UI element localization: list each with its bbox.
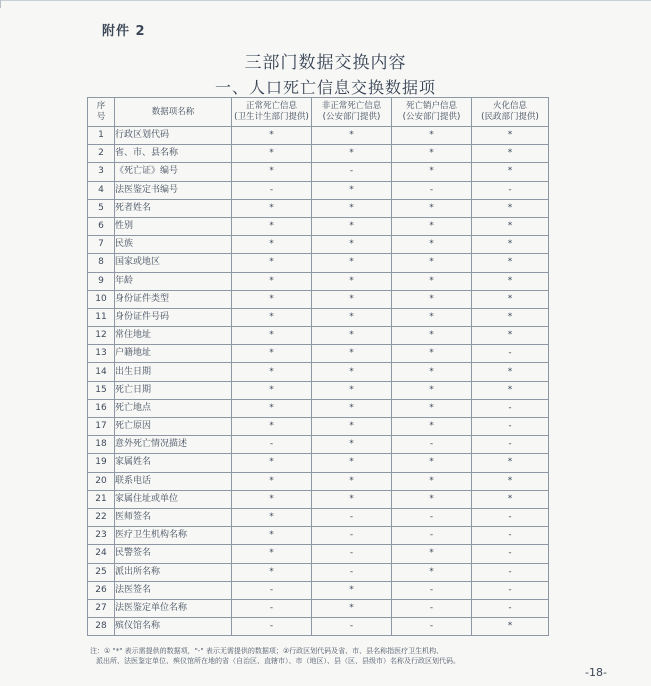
cremation-mark: - (472, 508, 549, 526)
table-row (88, 418, 549, 436)
abnormal-death-mark: * (312, 327, 392, 345)
item-name: 行政区划代码 (115, 127, 232, 145)
header-normal-death-title: 正常死亡信息 (245, 101, 297, 111)
normal-death-mark: * (232, 145, 312, 163)
normal-death-mark: - (232, 618, 312, 636)
row-number: 9 (88, 272, 115, 290)
header-abnormal-death (312, 98, 392, 127)
abnormal-death-mark: - (312, 545, 392, 563)
table-body (88, 127, 549, 636)
cremation-mark: * (472, 290, 549, 308)
header-normal-death (232, 98, 312, 127)
abnormal-death-mark: * (312, 236, 392, 254)
header-normal-death-source: (卫生计生部门提供) (234, 112, 309, 122)
abnormal-death-mark: - (312, 527, 392, 545)
cremation-mark: * (472, 381, 549, 399)
item-name: 意外死亡情况描述 (115, 436, 232, 454)
item-name: 身份证件号码 (115, 308, 232, 326)
item-name: 法医签名 (115, 581, 232, 599)
cremation-mark: - (472, 418, 549, 436)
deregistration-mark: * (392, 217, 472, 235)
cremation-mark: - (472, 436, 549, 454)
item-name: 殡仪馆名称 (115, 618, 232, 636)
data-exchange-table (87, 97, 549, 636)
cremation-mark: * (472, 490, 549, 508)
normal-death-mark: - (232, 599, 312, 617)
header-deregistration (392, 98, 472, 127)
deregistration-mark: * (392, 127, 472, 145)
row-number: 7 (88, 236, 115, 254)
header-cremation-source: (民政部门提供) (481, 112, 539, 122)
abnormal-death-mark: * (312, 127, 392, 145)
row-number: 21 (88, 490, 115, 508)
cremation-mark: * (472, 327, 549, 345)
cremation-mark: * (472, 217, 549, 235)
table-row (88, 545, 549, 563)
abnormal-death-mark: - (312, 508, 392, 526)
abnormal-death-mark: - (312, 618, 392, 636)
table-row (88, 236, 549, 254)
top-rule (0, 0, 651, 1)
normal-death-mark: - (232, 436, 312, 454)
table-row (88, 454, 549, 472)
row-number: 28 (88, 618, 115, 636)
row-number: 15 (88, 381, 115, 399)
item-name: 医师签名 (115, 508, 232, 526)
normal-death-mark: * (232, 490, 312, 508)
header-abnormal-death-title: 非正常死亡信息 (321, 101, 382, 111)
normal-death-mark: * (232, 236, 312, 254)
cremation-mark: - (472, 599, 549, 617)
item-name: 户籍地址 (115, 345, 232, 363)
normal-death-mark: * (232, 363, 312, 381)
table-row (88, 381, 549, 399)
cremation-mark: - (472, 399, 549, 417)
table-row (88, 345, 549, 363)
deregistration-mark: * (392, 454, 472, 472)
abnormal-death-mark: * (312, 254, 392, 272)
abnormal-death-mark: * (312, 181, 392, 199)
cremation-mark: * (472, 454, 549, 472)
abnormal-death-mark: * (312, 418, 392, 436)
deregistration-mark: * (392, 236, 472, 254)
item-name: 出生日期 (115, 363, 232, 381)
deregistration-mark: * (392, 363, 472, 381)
deregistration-mark: * (392, 272, 472, 290)
item-name: 派出所名称 (115, 563, 232, 581)
normal-death-mark: * (232, 563, 312, 581)
deregistration-mark: * (392, 163, 472, 181)
cremation-mark: * (472, 272, 549, 290)
deregistration-mark: * (392, 472, 472, 490)
abnormal-death-mark: * (312, 363, 392, 381)
deregistration-mark: * (392, 381, 472, 399)
normal-death-mark: * (232, 345, 312, 363)
row-number: 8 (88, 254, 115, 272)
item-name: 死亡日期 (115, 381, 232, 399)
deregistration-mark: * (392, 418, 472, 436)
normal-death-mark: * (232, 272, 312, 290)
document-title: 三部门数据交换内容 (244, 53, 407, 73)
table-row (88, 181, 549, 199)
item-name: 联系电话 (115, 472, 232, 490)
cremation-mark: * (472, 163, 549, 181)
normal-death-mark: * (232, 527, 312, 545)
normal-death-mark: * (232, 472, 312, 490)
abnormal-death-mark: * (312, 581, 392, 599)
cremation-mark: * (472, 254, 549, 272)
item-name: 死者姓名 (115, 199, 232, 217)
row-number: 24 (88, 545, 115, 563)
deregistration-mark: - (392, 436, 472, 454)
deregistration-mark: * (392, 254, 472, 272)
row-number: 12 (88, 327, 115, 345)
item-name: 死亡地点 (115, 399, 232, 417)
deregistration-mark: * (392, 145, 472, 163)
row-number: 5 (88, 199, 115, 217)
table-header-row (88, 98, 549, 127)
cremation-mark: - (472, 345, 549, 363)
cremation-mark: * (472, 199, 549, 217)
normal-death-mark: * (232, 381, 312, 399)
row-number: 23 (88, 527, 115, 545)
table-row (88, 127, 549, 145)
row-number: 16 (88, 399, 115, 417)
row-number: 4 (88, 181, 115, 199)
abnormal-death-mark: * (312, 217, 392, 235)
deregistration-mark: - (392, 618, 472, 636)
row-number: 1 (88, 127, 115, 145)
row-number: 11 (88, 308, 115, 326)
item-name: 省、市、县名称 (115, 145, 232, 163)
table-row (88, 618, 549, 636)
table-row (88, 490, 549, 508)
abnormal-death-mark: * (312, 472, 392, 490)
normal-death-mark: * (232, 254, 312, 272)
table-row (88, 399, 549, 417)
item-name: 常住地址 (115, 327, 232, 345)
table-row (88, 581, 549, 599)
deregistration-mark: * (392, 327, 472, 345)
header-abnormal-death-source: (公安部门提供) (322, 112, 381, 122)
deregistration-mark: - (392, 508, 472, 526)
item-name: 法医鉴定书编号 (115, 181, 232, 199)
item-name: 死亡原因 (115, 418, 232, 436)
abnormal-death-mark: * (312, 399, 392, 417)
abnormal-death-mark: * (312, 308, 392, 326)
item-name: 家属住址或单位 (115, 490, 232, 508)
normal-death-mark: * (232, 508, 312, 526)
header-item-name: 数据项名称 (115, 98, 232, 127)
table-row (88, 163, 549, 181)
abnormal-death-mark: * (312, 272, 392, 290)
item-name: 国家或地区 (115, 254, 232, 272)
row-number: 22 (88, 508, 115, 526)
header-cremation-title: 火化信息 (492, 101, 527, 111)
normal-death-mark: * (232, 418, 312, 436)
item-name: 民警签名 (115, 545, 232, 563)
row-number: 26 (88, 581, 115, 599)
table-row (88, 308, 549, 326)
item-name: 年龄 (115, 272, 232, 290)
deregistration-mark: * (392, 545, 472, 563)
cremation-mark: - (472, 181, 549, 199)
deregistration-mark: - (392, 599, 472, 617)
normal-death-mark: * (232, 217, 312, 235)
item-name: 家属姓名 (115, 454, 232, 472)
table-row (88, 508, 549, 526)
item-name: 医疗卫生机构名称 (115, 527, 232, 545)
row-number: 19 (88, 454, 115, 472)
deregistration-mark: - (392, 181, 472, 199)
table-row (88, 217, 549, 235)
cremation-mark: - (472, 563, 549, 581)
abnormal-death-mark: * (312, 490, 392, 508)
item-name: 身份证件类型 (115, 290, 232, 308)
table-row (88, 254, 549, 272)
cremation-mark: * (472, 472, 549, 490)
cremation-mark: * (472, 308, 549, 326)
abnormal-death-mark: * (312, 345, 392, 363)
deregistration-mark: * (392, 345, 472, 363)
normal-death-mark: - (232, 181, 312, 199)
abnormal-death-mark: * (312, 145, 392, 163)
footnote-line-2: 派出所、法医鉴定单位、殡仪馆所在地的省（自治区、直辖市）、市（地区）、县（区、县级市）名称及行政区划代码。 (96, 657, 460, 665)
abnormal-death-mark: * (312, 381, 392, 399)
abnormal-death-mark: * (312, 199, 392, 217)
abnormal-death-mark: - (312, 163, 392, 181)
deregistration-mark: * (392, 563, 472, 581)
item-name: 民族 (115, 236, 232, 254)
table-row (88, 436, 549, 454)
table-row (88, 563, 549, 581)
normal-death-mark: * (232, 545, 312, 563)
corner-mark (0, 0, 9, 8)
abnormal-death-mark: * (312, 436, 392, 454)
cremation-mark: * (472, 618, 549, 636)
cremation-mark: - (472, 527, 549, 545)
normal-death-mark: * (232, 199, 312, 217)
row-number: 27 (88, 599, 115, 617)
item-name: 法医鉴定单位名称 (115, 599, 232, 617)
deregistration-mark: * (392, 490, 472, 508)
row-number: 10 (88, 290, 115, 308)
deregistration-mark: * (392, 290, 472, 308)
table-row (88, 327, 549, 345)
header-cremation (472, 98, 549, 127)
deregistration-mark: - (392, 527, 472, 545)
attachment-label: 附件 2 (102, 24, 146, 39)
page-number: -18- (585, 666, 607, 679)
header-deregistration-title: 死亡销户信息 (405, 101, 457, 111)
deregistration-mark: - (392, 581, 472, 599)
deregistration-mark: * (392, 308, 472, 326)
row-number: 17 (88, 418, 115, 436)
normal-death-mark: * (232, 163, 312, 181)
normal-death-mark: * (232, 290, 312, 308)
abnormal-death-mark: * (312, 599, 392, 617)
footnote-line-1: 注：① "*" 表示需提供的数据项，"-" 表示无需提供的数据项；②行政区划代码及省、市、县名称指医疗卫生机构、 (90, 647, 444, 655)
normal-death-mark: * (232, 399, 312, 417)
normal-death-mark: - (232, 581, 312, 599)
table-row (88, 199, 549, 217)
row-number: 3 (88, 163, 115, 181)
footnote (90, 646, 560, 666)
section-title: 一、人口死亡信息交换数据项 (214, 78, 436, 97)
row-number: 18 (88, 436, 115, 454)
row-number: 6 (88, 217, 115, 235)
cremation-mark: * (472, 363, 549, 381)
cremation-mark: * (472, 236, 549, 254)
normal-death-mark: * (232, 127, 312, 145)
cremation-mark: - (472, 545, 549, 563)
row-number: 25 (88, 563, 115, 581)
item-name: 《死亡证》编号 (115, 163, 232, 181)
table-row (88, 363, 549, 381)
abnormal-death-mark: - (312, 563, 392, 581)
normal-death-mark: * (232, 454, 312, 472)
table-row (88, 290, 549, 308)
abnormal-death-mark: * (312, 290, 392, 308)
header-no: 序号 (88, 98, 115, 127)
table-row (88, 599, 549, 617)
abnormal-death-mark: * (312, 454, 392, 472)
item-name: 性别 (115, 217, 232, 235)
deregistration-mark: * (392, 399, 472, 417)
row-number: 13 (88, 345, 115, 363)
deregistration-mark: * (392, 199, 472, 217)
normal-death-mark: * (232, 308, 312, 326)
normal-death-mark: * (232, 327, 312, 345)
cremation-mark: * (472, 145, 549, 163)
row-number: 14 (88, 363, 115, 381)
header-deregistration-source: (公安部门提供) (402, 112, 461, 122)
table-row (88, 145, 549, 163)
cremation-mark: * (472, 127, 549, 145)
table-row (88, 527, 549, 545)
row-number: 20 (88, 472, 115, 490)
table-row (88, 472, 549, 490)
cremation-mark: - (472, 581, 549, 599)
table-row (88, 272, 549, 290)
row-number: 2 (88, 145, 115, 163)
